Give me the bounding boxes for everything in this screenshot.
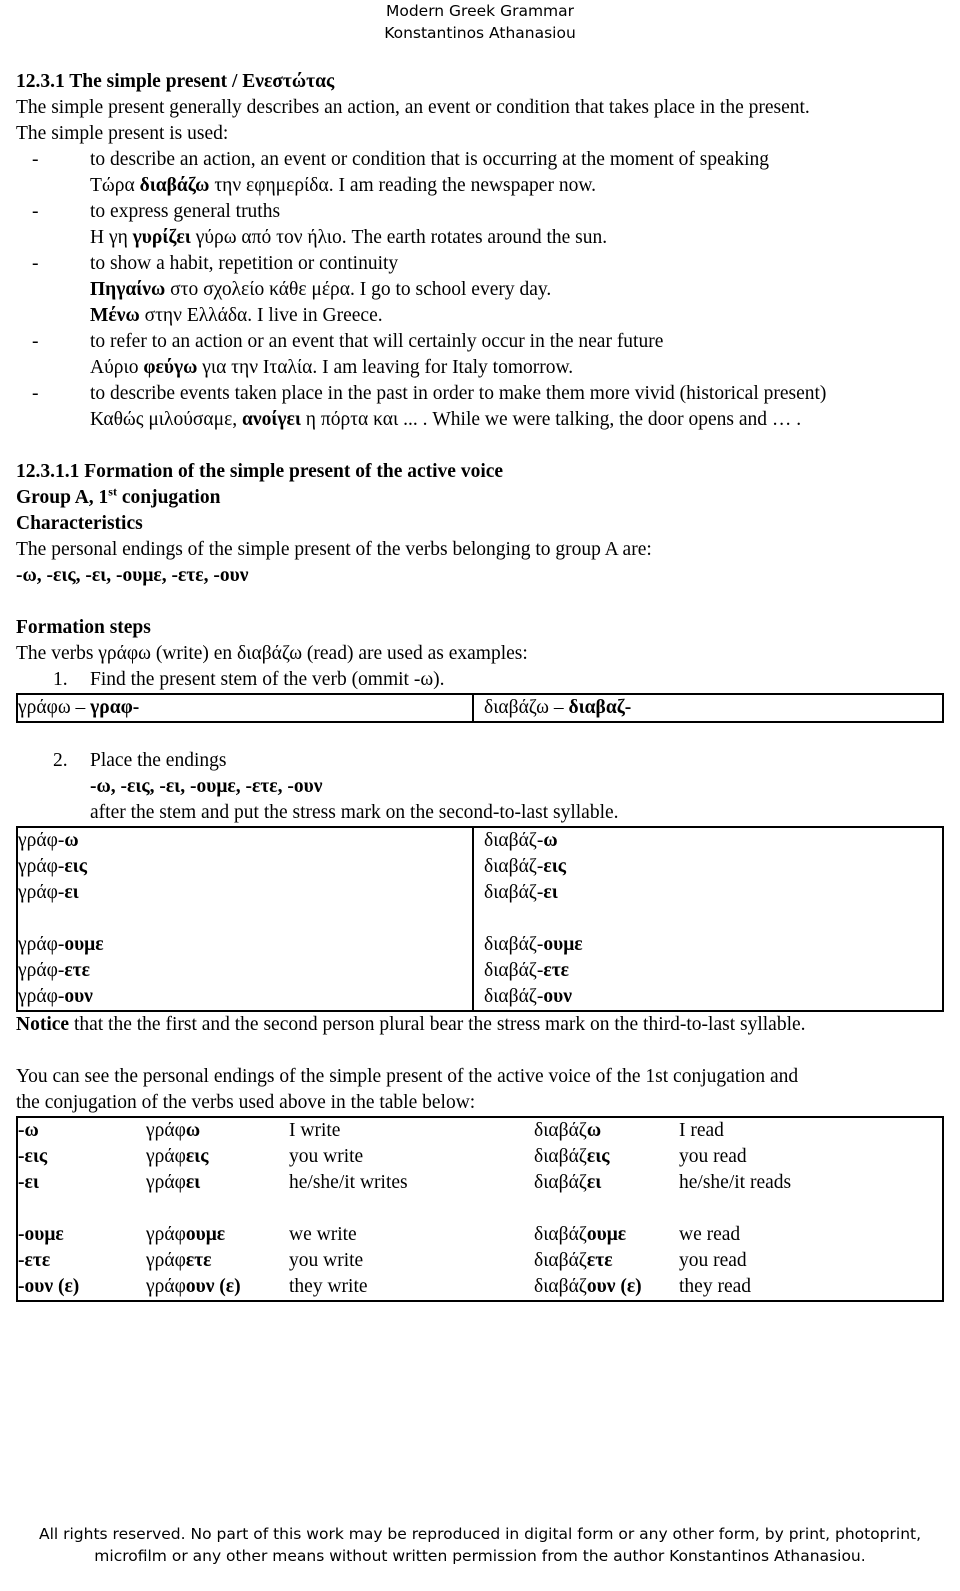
diavazo-translation-cell: [679, 1196, 939, 1222]
bullet-dash: -: [32, 149, 39, 170]
ending-cell: [18, 1222, 146, 1248]
verb-ending: ετε: [586, 1250, 613, 1271]
grafo-form-cell: [146, 1248, 289, 1274]
stem-verb: γράφω –: [18, 697, 91, 718]
ending-row: [484, 984, 942, 1010]
stem-cell-grafo: [17, 694, 473, 722]
example-verb: Μένω: [90, 305, 140, 326]
verb-ending: ουμε: [543, 934, 583, 955]
step-number: 1.: [53, 669, 68, 690]
verb-stem: διαβάζ-: [484, 960, 544, 981]
conjugation-row: [18, 1222, 942, 1248]
personal-ending: -ουν (ε): [18, 1276, 80, 1297]
verb-stem: γράφ: [146, 1224, 186, 1245]
grafo-translation-cell: [289, 1144, 524, 1170]
verb-stem: γράφ: [146, 1250, 186, 1271]
ending-row: [18, 906, 472, 932]
usage-bullet: [16, 147, 951, 173]
verb-ending: ετε: [64, 960, 90, 981]
ending-row: [484, 880, 942, 906]
verb-ending: ει: [543, 882, 558, 903]
summary-line-1: You can see the personal endings of the simple present of the active voice of the 1st conjugation and: [16, 1066, 799, 1087]
conjugation-row: [18, 1170, 942, 1196]
bullet-dash: -: [32, 383, 39, 404]
verb-ending: ει: [185, 1172, 201, 1193]
verb-stem: γράφ: [146, 1120, 186, 1141]
diavazo-translation-cell: [679, 1144, 939, 1170]
grafo-form-cell: [146, 1274, 289, 1300]
footer-copyright-2: microfilm or any other means without written permission from the author Konstantinos Athanasiou.: [94, 1547, 866, 1565]
ending-cell: [18, 1248, 146, 1274]
verb-stem: διαβάζ: [534, 1224, 587, 1245]
grafo-translation-cell: [289, 1170, 524, 1196]
conjugation-row: [18, 1248, 942, 1274]
diavazo-form-cell: [524, 1118, 679, 1144]
conjugation-row: [18, 1118, 942, 1144]
bullet-text: to show a habit, repetition or continuity: [90, 253, 399, 274]
example-post: την εφημερίδα. I am reading the newspaper now.: [209, 175, 597, 196]
header-title: Modern Greek Grammar: [385, 2, 575, 20]
verb-ending: ω: [586, 1120, 602, 1141]
verb-ending: ουν (ε): [586, 1276, 642, 1297]
notice-text: that the the first and the second person plural bear the stress mark on the third-to-last syllable.: [69, 1014, 806, 1035]
summary-line-2: the conjugation of the verbs used above in the table below:: [16, 1092, 476, 1113]
verb-stem: διαβάζ-: [484, 830, 544, 851]
group-suffix: conjugation: [116, 487, 221, 508]
example-post: γύρω από τον ήλιο. The earth rotates around the sun.: [190, 227, 608, 248]
verb-ending: ω: [543, 830, 558, 851]
verb-stem: διαβάζ: [534, 1172, 587, 1193]
endings-table: [16, 826, 944, 1012]
verb-ending: ω: [64, 830, 79, 851]
verb-stem: γράφ-: [18, 986, 65, 1007]
verb-ending: ει: [64, 882, 79, 903]
english-translation: I write: [289, 1120, 341, 1141]
diavazo-form-cell: [524, 1170, 679, 1196]
conjugation-row: [18, 1196, 942, 1222]
grafo-form-cell: [146, 1144, 289, 1170]
grafo-translation-cell: [289, 1196, 524, 1222]
bullet-dash: -: [32, 331, 39, 352]
ending-cell: [18, 1144, 146, 1170]
stem-result: διαβαζ-: [568, 697, 632, 718]
endings-intro: The personal endings of the simple present of the verbs belonging to group A are:: [16, 539, 652, 560]
english-translation: he/she/it reads: [679, 1172, 792, 1193]
intro-line-2: The simple present is used:: [16, 123, 229, 144]
english-translation: you write: [289, 1146, 364, 1167]
ending-row: [18, 932, 472, 958]
verb-stem: διαβάζ-: [484, 856, 544, 877]
usage-example: [16, 303, 951, 329]
diavazo-form-cell: [524, 1248, 679, 1274]
bullet-text: to describe an action, an event or condition that is occurring at the moment of speaking: [90, 149, 770, 170]
grafo-translation-cell: [289, 1248, 524, 1274]
step-2-note: after the stem and put the stress mark on the second-to-last syllable.: [90, 802, 619, 823]
verb-stem: γράφ: [146, 1146, 186, 1167]
stem-result: γραφ-: [90, 697, 140, 718]
diavazo-translation-cell: [679, 1222, 939, 1248]
step-text: Find the present stem of the verb (ommit -ω).: [90, 669, 445, 690]
verb-ending: εις: [543, 856, 566, 877]
ending-row: [484, 828, 942, 854]
usage-example: [16, 225, 951, 251]
english-translation: I read: [679, 1120, 724, 1141]
page-header: [0, 0, 960, 44]
personal-ending: -ουμε: [18, 1224, 64, 1245]
usage-example: [16, 277, 951, 303]
grafo-form-cell: [146, 1118, 289, 1144]
diavazo-translation-cell: [679, 1170, 939, 1196]
ending-row: [484, 958, 942, 984]
usage-bullet: [16, 329, 951, 355]
verb-ending: ω: [185, 1120, 201, 1141]
diavazo-form-cell: [524, 1274, 679, 1300]
english-translation: you write: [289, 1250, 364, 1271]
intro-line-1: The simple present generally describes an action, an event or condition that takes place in the present.: [16, 97, 810, 118]
verb-ending: ουμε: [64, 934, 104, 955]
ending-cell: [18, 1196, 146, 1222]
verb-stem: γράφ-: [18, 960, 65, 981]
step-text: Place the endings: [90, 750, 227, 771]
example-post: για την Ιταλία. I am leaving for Italy tomorrow.: [197, 357, 574, 378]
header-author: Konstantinos Athanasiou: [384, 24, 576, 42]
ending-row: [18, 958, 472, 984]
verb-stem: διαβάζ-: [484, 882, 544, 903]
verb-ending: ουν (ε): [185, 1276, 241, 1297]
verb-stem: γράφ: [146, 1172, 186, 1193]
conjugation-row: [18, 1274, 942, 1300]
verb-stem: γράφ: [146, 1276, 186, 1297]
personal-ending: -ει: [18, 1172, 39, 1193]
formation-title: 12.3.1.1 Formation of the simple present of the active voice: [16, 461, 504, 482]
usage-bullet: [16, 199, 951, 225]
personal-ending: -ετε: [18, 1250, 51, 1271]
verb-ending: ουμε: [586, 1224, 627, 1245]
ending-row: [18, 854, 472, 880]
usage-bullet: [16, 381, 951, 407]
example-pre: Αύριο: [90, 357, 144, 378]
verb-stem: γράφ-: [18, 882, 65, 903]
verb-stem: γράφ-: [18, 830, 65, 851]
step-2: [16, 748, 951, 774]
verb-ending: ουν: [64, 986, 93, 1007]
verb-stem: διαβάζ: [534, 1120, 587, 1141]
stem-cell-diavazo: [473, 694, 943, 722]
example-post: στην Ελλάδα. I live in Greece.: [139, 305, 383, 326]
ending-row: [18, 828, 472, 854]
ending-row: [484, 906, 942, 932]
verb-ending: ετε: [543, 960, 570, 981]
diavazo-form-cell: [524, 1144, 679, 1170]
example-pre: Καθώς μιλούσαμε,: [90, 409, 243, 430]
verb-stem: διαβάζ: [534, 1250, 587, 1271]
footer-copyright-1: All rights reserved. No part of this work may be reproduced in digital form or any other form, by print, photoprint,: [38, 1525, 922, 1543]
characteristics-heading: Characteristics: [16, 513, 143, 534]
endings-list: -ω, -εις, -ει, -ουμε, -ετε, -ουν: [16, 565, 249, 586]
bullet-dash: -: [32, 253, 39, 274]
english-translation: we write: [289, 1224, 357, 1245]
diavazo-translation-cell: [679, 1118, 939, 1144]
usage-bullet: [16, 251, 951, 277]
usage-example: [16, 355, 951, 381]
diavazo-translation-cell: [679, 1274, 939, 1300]
bullet-text: to describe events taken place in the past in order to make them more vivid (historical present): [90, 383, 827, 404]
verb-ending: εις: [185, 1146, 209, 1167]
verb-ending: εις: [64, 856, 87, 877]
grafo-translation-cell: [289, 1118, 524, 1144]
english-translation: they read: [679, 1276, 752, 1297]
diavazo-translation-cell: [679, 1248, 939, 1274]
grafo-translation-cell: [289, 1222, 524, 1248]
step-number: 2.: [53, 750, 68, 771]
verb-stem: γράφ-: [18, 856, 65, 877]
example-verb: ανοίγει: [242, 409, 301, 430]
diavazo-form-cell: [524, 1196, 679, 1222]
verb-stem: διαβάζ-: [484, 934, 544, 955]
ending-cell: [18, 1274, 146, 1300]
notice-line: [16, 1012, 951, 1038]
group-heading: [16, 485, 951, 511]
usage-example: [16, 173, 951, 199]
grafo-translation-cell: [289, 1274, 524, 1300]
notice-label: Notice: [16, 1014, 70, 1035]
example-verb: Πηγαίνω: [90, 279, 166, 300]
bullet-dash: -: [32, 201, 39, 222]
example-pre: Η γη: [90, 227, 133, 248]
example-post: η πόρτα και ... . While we were talking, the door opens and … .: [300, 409, 802, 430]
verb-ending: ουν: [543, 986, 572, 1007]
example-verb: διαβάζω: [139, 175, 210, 196]
verb-ending: εις: [586, 1146, 610, 1167]
grafo-form-cell: [146, 1222, 289, 1248]
example-verb: γυρίζει: [132, 227, 191, 248]
conjugation-table: [16, 1116, 944, 1302]
example-verb: φεύγω: [143, 357, 198, 378]
personal-ending: -εις: [18, 1146, 48, 1167]
page-footer: [0, 1523, 960, 1567]
step-1: [16, 667, 951, 693]
verb-stem: διαβάζ: [534, 1146, 587, 1167]
ending-row: [484, 932, 942, 958]
steps-heading: Formation steps: [16, 617, 151, 638]
ending-row: [484, 854, 942, 880]
section-title: 12.3.1 The simple present / Ενεστώτας: [16, 71, 335, 92]
document-body: [16, 69, 951, 1302]
step-2-endings: -ω, -εις, -ει, -ουμε, -ετε, -ουν: [90, 776, 323, 797]
ending-cell: [18, 1118, 146, 1144]
group-label: Group A, 1: [16, 487, 109, 508]
diavazo-form-cell: [524, 1222, 679, 1248]
example-post: στο σχολείο κάθε μέρα. I go to school every day.: [165, 279, 552, 300]
english-translation: you read: [679, 1250, 747, 1271]
ending-row: [18, 984, 472, 1010]
verb-stem: διαβάζ-: [484, 986, 544, 1007]
ending-row: [18, 880, 472, 906]
english-translation: they write: [289, 1276, 368, 1297]
endings-col-diavazo: [473, 827, 943, 1011]
endings-col-grafo: [17, 827, 473, 1011]
english-translation: we read: [679, 1224, 741, 1245]
verb-stem: διαβάζ: [534, 1276, 587, 1297]
verb-ending: ει: [586, 1172, 602, 1193]
ending-cell: [18, 1170, 146, 1196]
steps-intro: The verbs γράφω (write) en διαβάζω (read) are used as examples:: [16, 643, 528, 664]
stem-verb: διαβάζω –: [484, 697, 569, 718]
usage-example: [16, 407, 951, 433]
personal-ending: -ω: [18, 1120, 39, 1141]
bullet-text: to refer to an action or an event that will certainly occur in the near future: [90, 331, 664, 352]
english-translation: you read: [679, 1146, 747, 1167]
verb-ending: ετε: [185, 1250, 212, 1271]
verb-stem: γράφ-: [18, 934, 65, 955]
stem-table: [16, 693, 944, 723]
example-pre: Τώρα: [90, 175, 140, 196]
grafo-form-cell: [146, 1170, 289, 1196]
group-superscript: st: [108, 484, 117, 499]
grafo-form-cell: [146, 1196, 289, 1222]
conjugation-row: [18, 1144, 942, 1170]
conjugation-cell: [17, 1117, 943, 1301]
english-translation: he/she/it writes: [289, 1172, 408, 1193]
bullet-text: to express general truths: [90, 201, 281, 222]
verb-ending: ουμε: [185, 1224, 226, 1245]
